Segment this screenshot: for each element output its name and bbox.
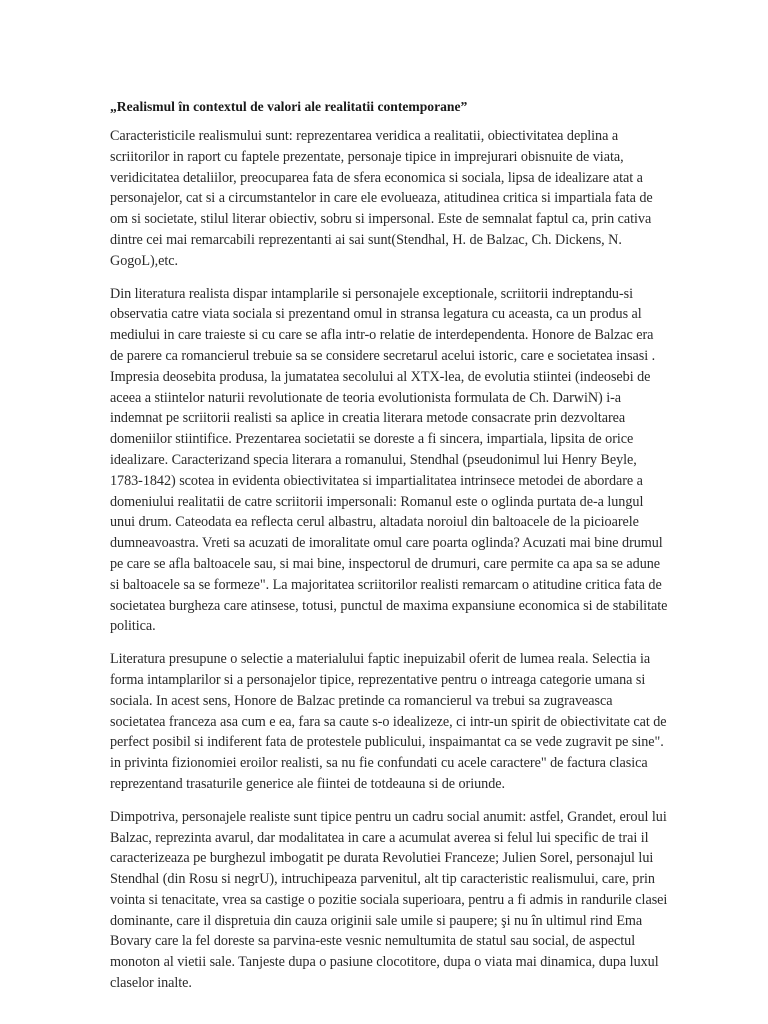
document-page — [110, 98, 668, 1006]
paragraph-3: Literatura presupune o selectie a materialului faptic inepuizabil oferit de lumea reala. Selectia ia forma intamplarilor si a personajelor tipice, reprezentative pentru o intreaga categorie umana si sociala. In acest sens, Honore de Balzac pretinde ca romancierul va trebui sa zugraveasca societatea franceza asa cum e ea, fara sa caute s-o idealizeze, ci intr-un spirit de obiectivitate cat de perfect posibil si indiferent fata de protestele publicului, inspaimantat ca se vede zugravit pe sine". in privinta fizionomiei eroilor realisti, sa nu fie confundati cu acele caractere" de factura clasica reprezentand trasaturile generice ale fiintei de totdeauna si de oriunde. — [110, 651, 667, 792]
document-title: „Realismul în contextul de valori ale realitatii contemporane” — [110, 99, 468, 114]
paragraph-1: Caracteristicile realismului sunt: reprezentarea veridica a realitatii, obiectivitatea deplina a scriitorilor in raport cu faptele prezentate, personaje tipice in imprejurari obisnuite de viata, veridicitatea detaliilor, preocuparea fata de sfera economica si sociala, lipsa de idealizare atat a personajelor, cat si a circumstantelor in care ele evolueaza, atitudinea critica si impartiala fata de om si societate, stilul literar obiectiv, sobru si impersonal. Este de semnalat faptul ca, prin cativa dintre cei mai remarcabili reprezentanti ai sai sunt(Stendhal, H. de Balzac, Ch. Dickens, N. GogoL),etc. — [110, 128, 653, 269]
paragraph-4: Dimpotriva, personajele realiste sunt tipice pentru un cadru social anumit: astfel, Grandet, eroul lui Balzac, reprezinta avarul, dar modalitatea in care a acumulat averea si felul lui specific de trai il caracterizeaza pe burghezul imbogatit pe durata Revolutiei Franceze; Julien Sorel, personajul lui Stendhal (din Rosu si negrU), intruchipeaza parvenitul, alt tip caracteristic realismului, care, prin vointa si tenacitate, vrea sa castige o pozitie sociala superioara, pentru a fi admis in randurile clasei dominante, care il dispretuia din cauza originii sale umile si paupere; şi nu în ultimul rind Ema Bovary care la fel doreste sa parvina-este vesnic nemultumita de statul sau social, de aspectul monoton al vietii sale. Tanjeste dupa o pasiune clocotitore, dupa o viata mai dinamica, dupa luxul claselor inalte. — [110, 808, 668, 992]
paragraph-2: Din literatura realista dispar intamplarile si personajele exceptionale, scriitorii indreptandu-si observatia catre viata sociala si prezentand omul in stransa legatura cu aceasta, ca un produs al mediului in care traieste si cu care se afla intr-o relatie de interdependenta. Honore de Balzac era de parere ca romancierul trebuie sa se considere secretarul acelui istoric, care e societatea insasi . Impresia deosebita produsa, la jumatatea secolului al XTX-lea, de evolutia stiintei (indeosebi de aceea a stiintelor naturii revolutionate de teoria evolutionista formulata de Ch. DarwiN) i-a indemnat pe scriitorii realisti sa aplice in creatia literara metode consacrate prin dezvoltarea domeniilor stiintifice. Prezentarea societatii se doreste a fi sincera, impartiala, lipsita de orice idealizare. Caracterizand specia literara a romanului, Stendhal (pseudonimul lui Henry Beyle, 1783-1842) scotea in evidenta obiectivitatea si impartialitatea intrinsece metodei de abordare a domeniului realitatii de catre scriitorii impersonali: Romanul este o oglinda purtata de-a lungul unui drum. Cateodata ea reflecta cerul albastru, altadata noroiul din baltoacele de la picioarele dumneavoastra. Vreti sa acuzati de imoralitate omul care poarta oglinda? Acuzati mai bine drumul pe care se afla baltoacele sau, si mai bine, inspectorul de drumuri, care permite ca apa sa se adune si baltoacele sa se formeze". La majoritatea scriitorilor realisti remarcam o atitudine critica fata de societatea burgheza care atinsese, totusi, punctul de maxima expansiune economica si de stabilitate politica. — [110, 285, 668, 635]
